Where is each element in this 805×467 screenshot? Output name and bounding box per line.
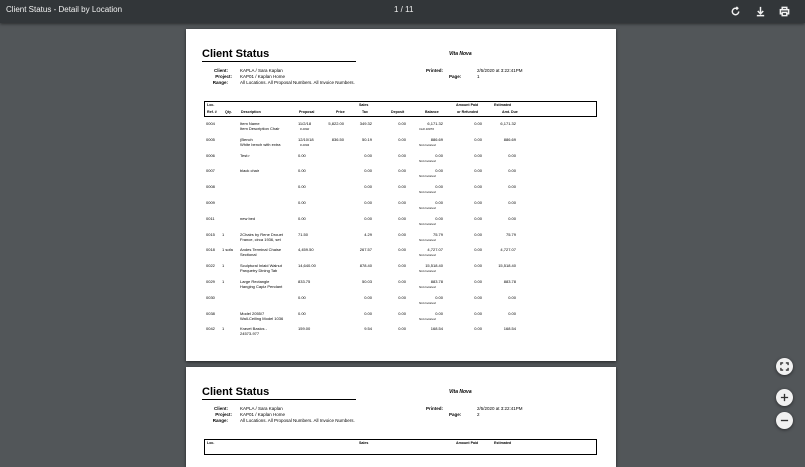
report-page-1 — [186, 29, 616, 361]
cell-desc1: 2Chairs by Rene Drouet — [240, 231, 283, 237]
cell-paid: 0.00 — [474, 184, 482, 190]
cell-paid: 0.00 — [474, 136, 482, 142]
client-label: Client: — [214, 68, 228, 73]
col-estimated: Estimated — [494, 441, 512, 445]
cell-tax: 0.00 — [364, 184, 372, 190]
cell-proposal: 0.00 — [298, 294, 306, 300]
col-loc: Loc. — [207, 103, 215, 107]
cell-tax: 50.19 — [361, 136, 372, 142]
range-label: Range: — [212, 80, 228, 85]
cell-ref: 0018 — [206, 247, 215, 253]
cell-deposit: 0.00 — [398, 184, 406, 190]
cell-paid: 0.00 — [474, 279, 482, 284]
cell-balance: 0.00 — [435, 294, 443, 300]
cell-desc1: Large Rectangle — [240, 279, 270, 284]
cell-qty: 1 — [222, 263, 225, 269]
cell-due: 168.54 — [503, 326, 516, 332]
cell-qty: 1 — [222, 326, 225, 332]
cell-balance-sub: Not invoiced — [419, 221, 436, 226]
cell-deposit: 0.00 — [398, 152, 406, 158]
cell-balance-sub: Inv# 10073 — [419, 127, 434, 131]
report-title: Client Status — [202, 386, 270, 398]
cell-due: 6,171.32 — [500, 121, 516, 126]
table-header — [204, 101, 597, 117]
download-button[interactable] — [752, 3, 768, 19]
cell-deposit: 0.00 — [398, 310, 406, 316]
cell-deposit: 0.00 — [398, 326, 406, 332]
cell-ref: 0006 — [206, 152, 215, 158]
col-estimated: Estimated — [494, 103, 512, 107]
cell-proposal-sub: # 2004 — [300, 142, 310, 147]
cell-proposal: 159.00 — [298, 326, 311, 332]
cell-due: 0.00 — [508, 310, 516, 316]
cell-balance-sub: Not invoiced — [419, 285, 436, 289]
cell-tax: 0.00 — [364, 168, 372, 174]
cell-ref: 0011 — [206, 215, 215, 221]
cell-desc2: Item Description Chair — [240, 126, 280, 131]
col-amount-paid: Amount Paid — [456, 103, 479, 107]
cell-balance: 4,727.07 — [427, 247, 443, 253]
cell-proposal-sub: # 2002 — [300, 127, 310, 131]
cell-deposit: 0.00 — [398, 294, 406, 300]
cell-ref: 0009 — [206, 200, 215, 205]
cell-qty: 1 sofa — [222, 247, 233, 253]
cell-desc2: 24573-977 — [240, 331, 260, 337]
cell-paid: 0.00 — [474, 231, 482, 237]
cell-tax: 878.40 — [359, 263, 372, 269]
cell-balance: 75.79 — [432, 231, 443, 237]
cell-proposal: 71.50 — [298, 231, 309, 237]
client-label: Client: — [214, 406, 228, 411]
report-title: Client Status — [202, 48, 270, 60]
range-label: Range: — [212, 418, 228, 423]
cell-qty: 1 — [222, 279, 225, 284]
cell-balance: 6,171.32 — [427, 121, 443, 126]
cell-due: 15,518.40 — [498, 263, 516, 269]
document-title: Client Status - Detail by Location — [6, 5, 123, 14]
cell-balance: 168.54 — [430, 326, 443, 332]
cell-tax: 349.32 — [359, 121, 372, 126]
page-label: Page: — [449, 74, 462, 79]
cell-tax: 0.00 — [364, 294, 372, 300]
printed-label: Printed: — [426, 68, 444, 73]
print-button[interactable] — [776, 3, 792, 19]
cell-due: 0.00 — [508, 168, 516, 174]
fit-page-button[interactable] — [776, 358, 793, 375]
cell-paid: 0.00 — [474, 263, 482, 269]
cell-desc1: Kravet Basics - — [240, 326, 267, 332]
col-ref: Ref. # — [207, 110, 217, 114]
table-header — [204, 439, 597, 455]
cell-ref: 0007 — [206, 168, 215, 174]
col-or-refunded: or Refunded — [457, 110, 479, 114]
col-sales: Sales — [359, 103, 369, 107]
cell-paid: 0.00 — [474, 200, 482, 205]
cell-balance: 0.00 — [435, 200, 443, 205]
cell-due: 0.00 — [508, 152, 516, 158]
cell-deposit: 0.00 — [398, 136, 406, 142]
cell-due: 4,727.07 — [500, 247, 516, 253]
company-name: Vita Nova — [449, 389, 472, 395]
page-number: 1 — [477, 74, 480, 79]
cell-balance-sub: Not invoiced — [419, 316, 436, 321]
cell-ref: 0030 — [206, 294, 215, 300]
cell-balance: 0.00 — [435, 184, 443, 190]
range-value: All Locations. All Proposal Numbers. All Invoice Numbers. — [240, 418, 355, 423]
cell-proposal: 0.00 — [298, 184, 306, 190]
project-value: KAP01 / Kaplan Home — [240, 412, 286, 417]
cell-proposal: 11/2/18 — [298, 121, 312, 126]
col-deposit: Deposit — [391, 110, 405, 114]
page-number: 2 — [477, 412, 480, 417]
cell-due: 883.78 — [503, 279, 516, 284]
cell-due: 0.00 — [508, 294, 516, 300]
cell-tax: 0.00 — [364, 152, 372, 158]
cell-deposit: 0.00 — [398, 168, 406, 174]
cell-balance-sub: Not invoiced — [419, 253, 436, 258]
cell-proposal: 0.00 — [298, 310, 306, 316]
cell-balance-sub: Not invoiced — [419, 190, 436, 195]
cell-proposal: 0.00 — [298, 200, 306, 205]
cell-balance: 0.00 — [435, 152, 443, 158]
cell-paid: 0.00 — [474, 121, 482, 126]
cell-tax: 4.29 — [364, 231, 372, 237]
cell-balance-sub: Not invoiced — [419, 206, 436, 210]
cell-ref: 0008 — [206, 184, 215, 190]
title-rule — [202, 399, 356, 400]
cell-desc1: black chair — [240, 168, 260, 174]
cell-balance: 886.69 — [430, 136, 443, 142]
col-loc: Loc. — [207, 441, 215, 445]
cell-proposal: 12/10/18 — [298, 136, 314, 142]
cell-proposal: 0.00 — [298, 215, 306, 221]
project-value: KAP01 / Kaplan Home — [240, 74, 286, 79]
client-value: KAPLA / Sara Kaplan — [240, 406, 283, 411]
cell-desc2: Hanging Capiz Pendant — [240, 284, 283, 289]
page-label: Page: — [449, 412, 462, 417]
printed-value: 2/5/2020 at 3:22:41PM — [477, 406, 523, 411]
cell-desc1: (Bench — [240, 136, 253, 142]
rotate-icon — [730, 6, 741, 17]
cell-proposal: 14,640.00 — [298, 263, 316, 269]
cell-due: 0.00 — [508, 184, 516, 190]
cell-ref: 0042 — [206, 326, 215, 332]
cell-ref: 0022 — [206, 263, 215, 269]
cell-tax: 0.00 — [364, 200, 372, 205]
cell-paid: 0.00 — [474, 168, 482, 174]
cell-paid: 0.00 — [474, 215, 482, 221]
cell-desc1: Test> — [240, 152, 250, 158]
cell-balance-sub: Not invoiced — [419, 174, 436, 179]
col-qty: Qty. — [225, 110, 232, 114]
cell-deposit: 0.00 — [398, 200, 406, 205]
zoom-in-button[interactable] — [776, 389, 793, 406]
cell-deposit: 0.00 — [398, 121, 406, 126]
cell-desc2: Wall-Ceiling Model 1036 — [240, 315, 284, 321]
cell-due: 75.79 — [505, 231, 516, 237]
cell-desc1: Model 2055/7 — [240, 310, 265, 316]
cell-ref: 0038 — [206, 310, 215, 316]
printed-label: Printed: — [426, 406, 444, 411]
cell-qty: 1 — [222, 231, 225, 237]
cell-deposit: 0.00 — [398, 215, 406, 221]
cell-balance: 0.00 — [435, 310, 443, 316]
cell-ref: 0029 — [206, 279, 215, 284]
cell-proposal: 0.00 — [298, 152, 306, 158]
report-page-2 — [186, 367, 616, 467]
minus-icon — [780, 416, 789, 425]
cell-paid: 0.00 — [474, 247, 482, 253]
col-amount-paid: Amount Paid — [456, 441, 479, 445]
cell-desc2: France, circa 1936, set — [240, 236, 281, 242]
cell-paid: 0.00 — [474, 310, 482, 316]
cell-desc1: new bed — [240, 215, 256, 221]
viewer-toolbar — [0, 0, 805, 23]
cell-balance: 883.78 — [430, 279, 443, 284]
cell-tax: 50.03 — [361, 279, 372, 284]
plus-icon — [780, 393, 789, 402]
print-icon — [779, 6, 790, 17]
cell-desc2: Parquetry Dining Tab — [240, 268, 278, 274]
cell-balance: 0.00 — [435, 168, 443, 174]
cell-paid: 0.00 — [474, 326, 482, 332]
cell-due: 0.00 — [508, 215, 516, 221]
download-icon — [755, 6, 766, 17]
cell-due: 0.00 — [508, 200, 516, 205]
cell-balance-sub: Not invoiced — [419, 142, 436, 147]
title-rule — [202, 61, 356, 62]
col-amt-due: Amt. Due — [502, 110, 518, 114]
fit-page-icon — [780, 362, 789, 371]
cell-tax: 267.57 — [359, 247, 372, 253]
project-label: Project: — [215, 74, 232, 79]
cell-proposal: 0.00 — [298, 168, 306, 174]
cell-ref: 0004 — [206, 121, 215, 126]
col-description: Description — [241, 110, 261, 114]
cell-balance: 0.00 — [435, 215, 443, 221]
cell-ref: 0015 — [206, 231, 215, 237]
cell-tax: 0.00 — [364, 215, 372, 221]
cell-price: 836.50 — [331, 136, 344, 142]
printed-value: 2/5/2020 at 3:22:41PM — [477, 68, 523, 73]
cell-proposal: 4,459.50 — [298, 247, 314, 253]
cell-paid: 0.00 — [474, 294, 482, 300]
cell-desc1: Andes Terminal Chaise — [240, 247, 282, 253]
zoom-out-button[interactable] — [776, 412, 793, 429]
cell-balance: 15,518.40 — [425, 263, 443, 269]
cell-ref: 0005 — [206, 136, 215, 142]
cell-desc1: Item Name — [240, 121, 260, 126]
cell-proposal: 833.75 — [298, 279, 311, 284]
col-price: Price — [336, 110, 345, 114]
cell-deposit: 0.00 — [398, 247, 406, 253]
cell-desc2: Sectional — [240, 252, 257, 258]
cell-due: 886.69 — [503, 136, 516, 142]
col-sales: Sales — [359, 441, 369, 445]
client-value: KAPLA / Sara Kaplan — [240, 68, 283, 73]
cell-balance-sub: Not invoiced — [419, 237, 436, 242]
cell-tax: 9.54 — [364, 326, 372, 332]
cell-paid: 0.00 — [474, 152, 482, 158]
range-value: All Locations. All Proposal Numbers. All Invoice Numbers. — [240, 80, 355, 85]
cell-deposit: 0.00 — [398, 263, 406, 269]
col-tax: Tax — [362, 110, 368, 114]
cell-desc2: White bench with extra — [240, 141, 281, 147]
cell-price: 5,822.00 — [328, 121, 344, 126]
col-proposal: Proposal — [299, 110, 315, 114]
cell-deposit: 0.00 — [398, 279, 406, 284]
page-indicator: 1 / 11 — [394, 5, 414, 14]
cell-balance-sub: Not invoiced — [419, 158, 436, 163]
project-label: Project: — [215, 412, 232, 417]
company-name: Vita Nova — [449, 51, 472, 57]
cell-balance-sub: Not invoiced — [419, 269, 436, 274]
cell-balance-sub: Not invoiced — [419, 300, 436, 305]
rotate-button[interactable] — [727, 3, 743, 19]
cell-deposit: 0.00 — [398, 231, 406, 237]
cell-desc1: Sculptural Inlaid Walnut — [240, 263, 282, 269]
cell-tax: 0.00 — [364, 310, 372, 316]
col-balance: Balance — [425, 110, 439, 114]
